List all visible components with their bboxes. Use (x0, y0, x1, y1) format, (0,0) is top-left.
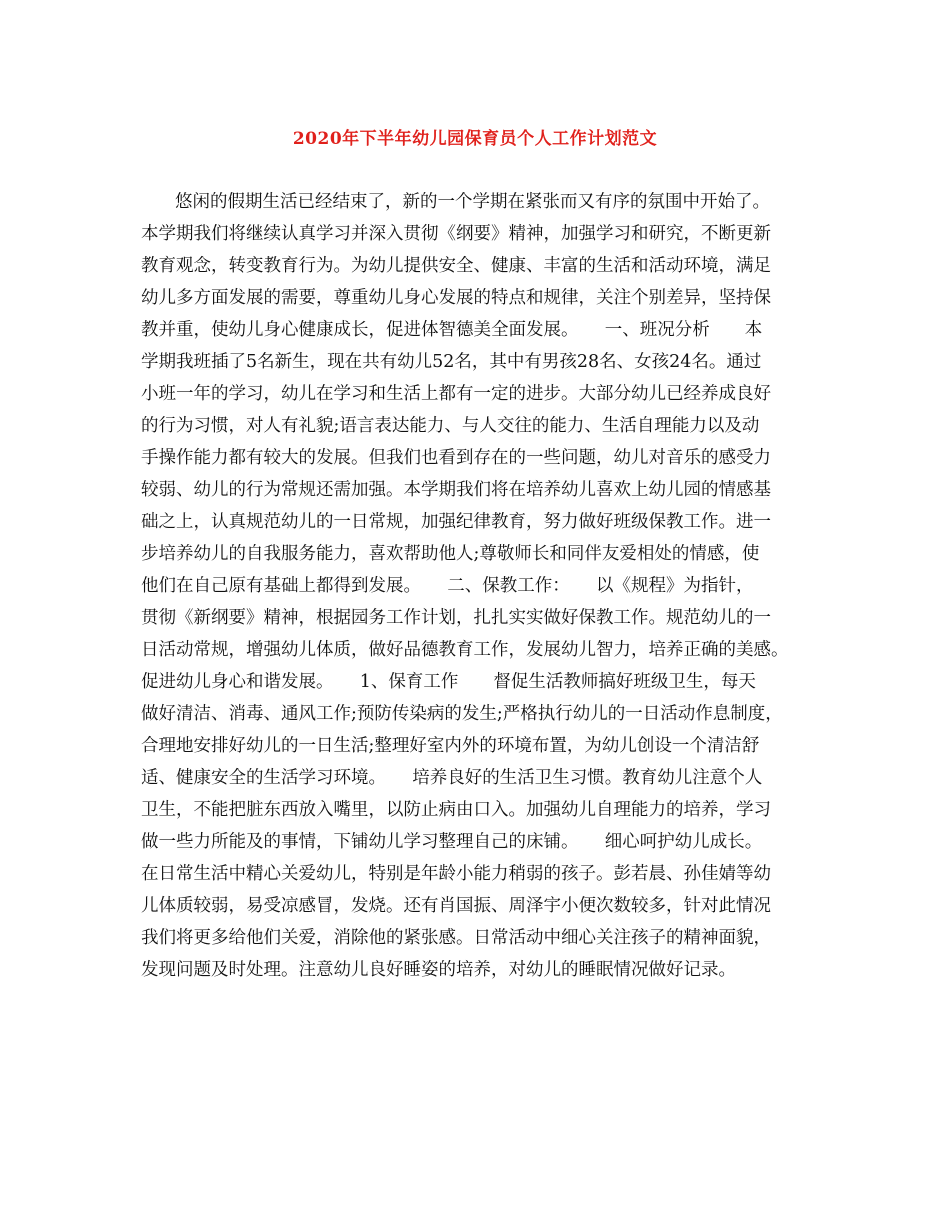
body-line: 日活动常规，增强幼儿体质，做好品德教育工作，发展幼儿智力，培养正确的美感。 (141, 640, 789, 660)
body-line: 础之上，认真规范幼儿的一日常规，加强纪律教育，努力做好班级保教工作。进一 (141, 512, 771, 532)
body-line: 我们将更多给他们关爱，消除他的紧张感。日常活动中细心关注孩子的精神面貌， (141, 928, 771, 948)
body-line: 的行为习惯，对人有礼貌;语言表达能力、与人交往的能力、生活自理能力以及动 (141, 416, 760, 436)
body-line: 悠闲的假期生活已经结束了，新的一个学期在紧张而又有序的氛围中开始了。 (175, 192, 770, 212)
body-line: 促进幼儿身心和谐发展。 1、保育工作 督促生活教师搞好班级卫生，每天 (141, 672, 756, 692)
body-line: 他们在自己原有基础上都得到发展。 二、保教工作： 以《规程》为指针， (141, 576, 754, 596)
body-line: 小班一年的学习，幼儿在学习和生活上都有一定的进步。大部分幼儿已经养成良好 (141, 384, 771, 404)
body-line: 儿体质较弱，易受凉感冒，发烧。还有肖国振、周泽宇小便次数较多，针对此情况 (141, 896, 771, 916)
body-line: 贯彻《新纲要》精神，根据园务工作计划，扎扎实实做好保教工作。规范幼儿的一 (141, 608, 771, 628)
body-line: 学期我班插了5名新生，现在共有幼儿52名，其中有男孩28名、女孩24名。通过 (141, 352, 762, 372)
document-title: 2020年下半年幼儿园保育员个人工作计划范文 (292, 129, 658, 149)
body-line: 做一些力所能及的事情，下铺幼儿学习整理自己的床铺。 细心呵护幼儿成长。 (141, 832, 763, 852)
body-line: 教育观念，转变教育行为。为幼儿提供安全、健康、丰富的生活和活动环境，满足 (141, 256, 771, 276)
body-line: 适、健康安全的生活学习环境。 培养良好的生活卫生习惯。教育幼儿注意个人 (141, 768, 763, 788)
body-line: 在日常生活中精心关爱幼儿，特别是年龄小能力稍弱的孩子。彭若晨、孙佳婧等幼 (141, 864, 771, 884)
body-line: 卫生，不能把脏东西放入嘴里，以防止病由口入。加强幼儿自理能力的培养，学习 (141, 800, 771, 820)
document-body (141, 186, 841, 986)
body-line: 做好清洁、消毒、通风工作;预防传染病的发生;严格执行幼儿的一日活动作息制度， (141, 704, 783, 724)
body-line: 合理地安排好幼儿的一日生活;整理好室内外的环境布置，为幼儿创设一个清洁舒 (141, 736, 760, 756)
body-line: 发现问题及时处理。注意幼儿良好睡姿的培养，对幼儿的睡眠情况做好记录。 (141, 960, 736, 980)
body-line: 幼儿多方面发展的需要，尊重幼儿身心发展的特点和规律，关注个别差异，坚持保 (141, 288, 771, 308)
body-line: 较弱、幼儿的行为常规还需加强。本学期我们将在培养幼儿喜欢上幼儿园的情感基 (141, 480, 771, 500)
body-line: 步培养幼儿的自我服务能力，喜欢帮助他人;尊敬师长和同伴友爱相处的情感，使 (141, 544, 760, 564)
body-line: 手操作能力都有较大的发展。但我们也看到存在的一些问题，幼儿对音乐的感受力 (141, 448, 771, 468)
body-line: 教并重，使幼儿身心健康成长，促进体智德美全面发展。 一、班况分析 本 (141, 320, 763, 340)
body-line: 本学期我们将继续认真学习并深入贯彻《纲要》精神，加强学习和研究，不断更新 (141, 224, 771, 244)
